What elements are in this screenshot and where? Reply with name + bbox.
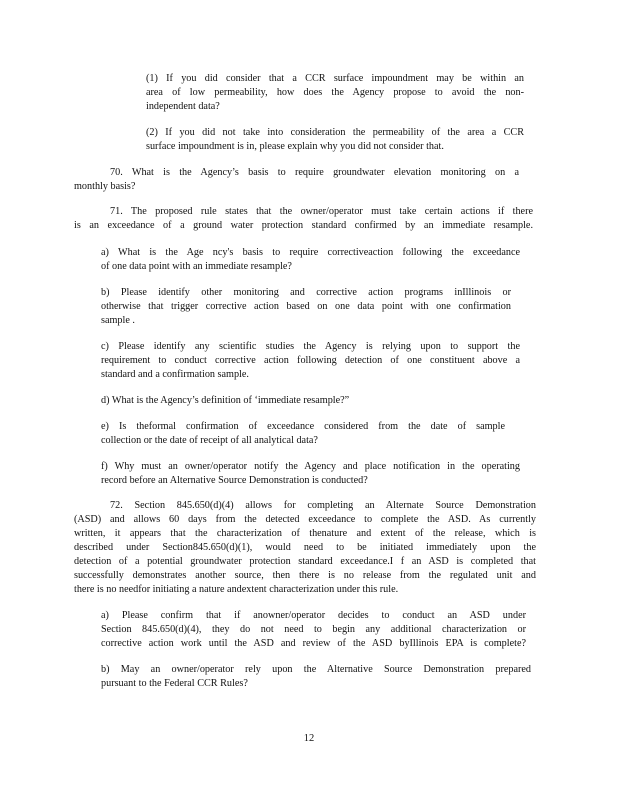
text-line: written, it appears that the characterization of thenature and extent of the release, which is (74, 528, 536, 539)
text-line: (ASD) and allows 60 days from the detected exceedance to complete the ASD. As currently (74, 514, 536, 525)
text-line: of one data point with an immediate resample? (101, 261, 292, 272)
text-line: is an exceedance of a ground water protection standard confirmed by an immediate resample. (74, 220, 533, 231)
question-71 (74, 205, 533, 233)
question-71d (101, 394, 520, 408)
text-line: there is no needfor initiating a nature andextent characterization under this rule. (74, 584, 399, 595)
text-line: surface impoundment is in, please explain why you did not consider that. (146, 141, 444, 152)
question-71b (101, 286, 511, 328)
text-line: (1) If you did consider that a CCR surface impoundment may be within an (146, 73, 524, 84)
text-line: requirement to conduct corrective action following detection of one constituent above a (101, 355, 520, 366)
text-line: record before an Alternative Source Demonstration is conducted? (101, 475, 368, 486)
text-line: standard and a confirmation sample. (101, 369, 249, 380)
text-line: independent data? (146, 101, 220, 112)
text-line: described under Section845.650(d)(1), would need to be initiated immediately upon the (74, 542, 536, 553)
text-line: Section 845.650(d)(4), they do not need to begin any additional characterization or (101, 624, 526, 635)
text-line: 71. The proposed rule states that the owner/operator must take certain actions if there (110, 206, 533, 217)
text-line: b) May an owner/operator rely upon the Alternative Source Demonstration prepared (101, 664, 531, 675)
text-line: monthly basis? (74, 181, 136, 192)
question-72b (101, 663, 531, 691)
text-line: sample . (101, 315, 135, 326)
text-line: e) Is theformal confirmation of exceedance considered from the date of sample (101, 421, 505, 432)
text-line: f) Why must an owner/operator notify the Agency and place notification in the operating (101, 461, 520, 472)
text-line: (2) If you did not take into consideration the permeability of the area a CCR (146, 127, 524, 138)
text-line: pursuant to the Federal CCR Rules? (101, 678, 248, 689)
question-71e (101, 420, 505, 448)
text-line: otherwise that trigger corrective action based on one data point with one confirmation (101, 301, 511, 312)
question-71c (101, 340, 520, 382)
text-line: 70. What is the Agency’s basis to require groundwater elevation monitoring on a (110, 167, 519, 178)
text-line: corrective action work until the ASD and review of the ASD byIllinois EPA is complete? (101, 638, 526, 649)
question-71a (101, 246, 520, 274)
text-line: successfully demonstrates another source, then there is no release from the regulated unit and (74, 570, 536, 581)
text-line: a) What is the Age ncy's basis to require correctiveaction following the exceedance (101, 247, 520, 258)
text-line: d) What is the Agency’s definition of ‘immediate resample?” (101, 395, 350, 406)
question-71f (101, 460, 520, 488)
text-line: c) Please identify any scientific studies the Agency is relying upon to support the (101, 341, 520, 352)
question-69-2 (146, 126, 524, 154)
question-72a (101, 609, 526, 651)
text-line: collection or the date of receipt of all analytical data? (101, 435, 318, 446)
text-line: area of low permeability, how does the Agency propose to avoid the non- (146, 87, 524, 98)
question-70 (74, 166, 519, 194)
text-line: b) Please identify other monitoring and corrective action programs inIllinois or (101, 287, 511, 298)
text-line: a) Please confirm that if anowner/operator decides to conduct an ASD under (101, 610, 526, 621)
question-72 (74, 499, 536, 597)
page-number: 12 (303, 733, 315, 744)
question-69-1 (146, 72, 524, 114)
text-line: detection of a potential groundwater protection standard exceedance.I f an ASD is completed that (74, 556, 536, 567)
text-line: 72. Section 845.650(d)(4) allows for completing an Alternate Source Demonstration (110, 500, 536, 511)
